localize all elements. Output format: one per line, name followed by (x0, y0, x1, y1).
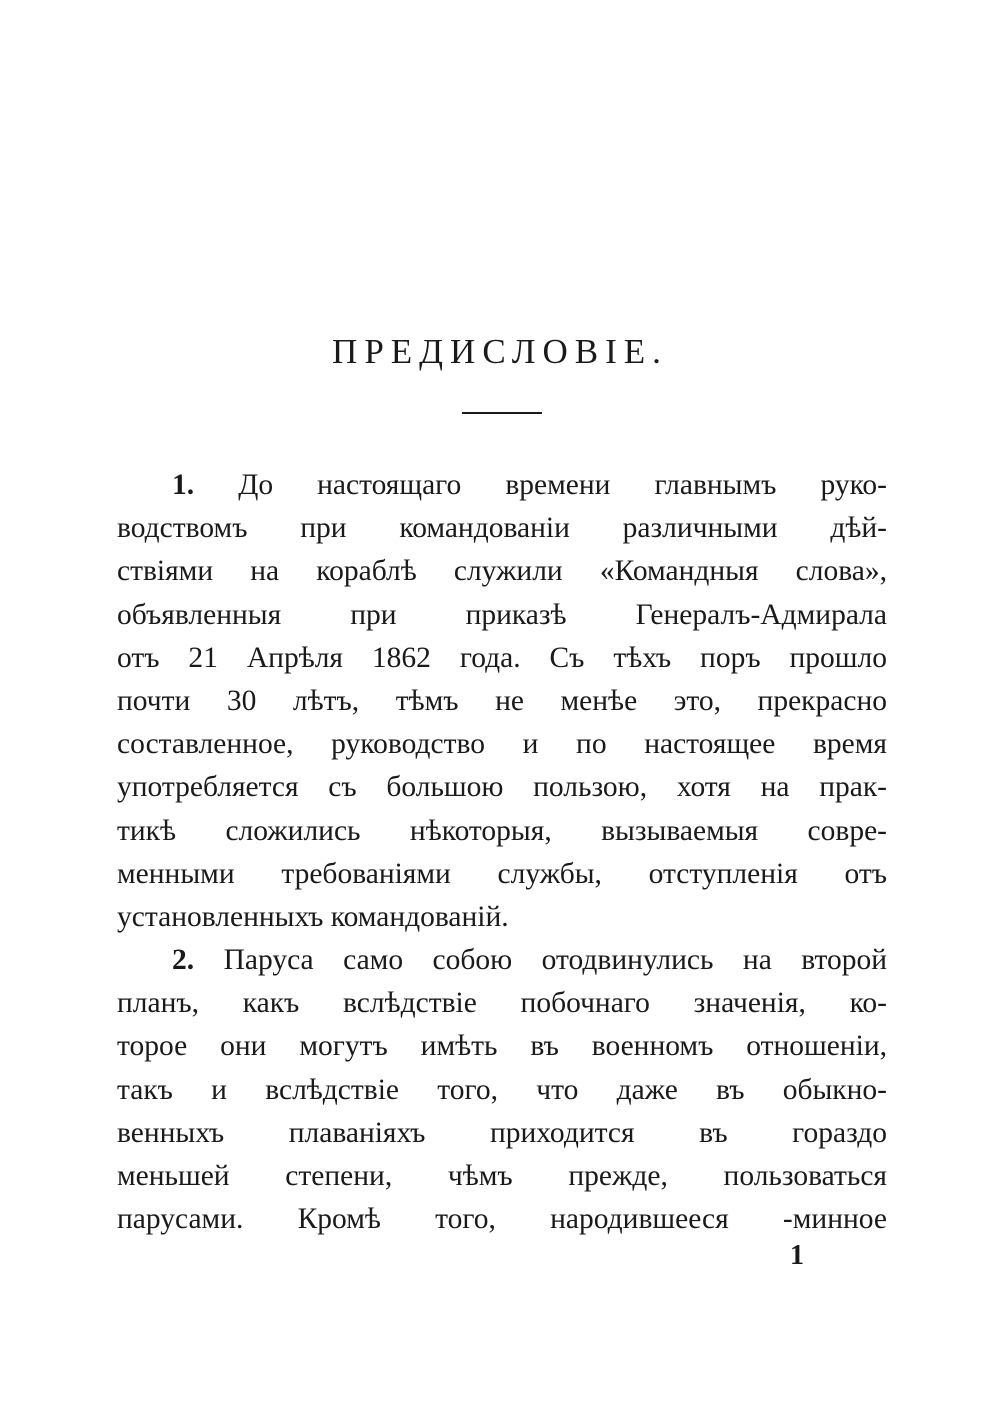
paragraph-line: меньшей степени, чѣмъ прежде, пользоваться (117, 1160, 887, 1192)
paragraph-line: парусами. Кромѣ того, народившееся -минное (117, 1203, 887, 1236)
paragraph-line: 2. Паруса само собою отодвинулись на второй (172, 944, 887, 977)
paragraph-line: составленное, руководство и по настоящее время (117, 728, 887, 761)
paragraph-line: менными требованіями службы, отступленія отъ (117, 857, 887, 890)
paragraph-line: планъ, какъ вслѣдствіе побочнаго значенія, ко- (117, 987, 887, 1020)
paragraph-line: почти 30 лѣтъ, тѣмъ не менѣе это, прекрасно (117, 684, 887, 717)
page-title: ПРЕДИСЛОВІЕ. (332, 332, 668, 371)
paragraph-line: тикѣ сложились нѣкоторыя, вызываемыя совре- (117, 814, 887, 847)
paragraph-line: объявленныя при приказѣ Генералъ-Адмирала (117, 598, 887, 631)
paragraph-line: торое они могутъ имѣть въ военномъ отношеніи, (117, 1030, 887, 1063)
paragraph-line: установленныхъ командованій. (117, 900, 509, 933)
paragraph-number: 1. (172, 469, 195, 501)
paragraph-line: ствіями на кораблѣ служили «Командныя слова», (117, 555, 887, 588)
page-number: 1 (790, 1240, 804, 1271)
paragraph-line: венныхъ плаваніяхъ приходится въ гораздо (117, 1116, 887, 1149)
paragraph-line: 1. До настоящаго времени главнымъ руко- (172, 469, 887, 501)
paragraph-number: 2. (172, 944, 195, 977)
paragraph-line: такъ и вслѣдствіе того, что даже въ обыкно- (117, 1073, 887, 1106)
paragraph-line: водствомъ при командованіи различными дѣй- (117, 512, 887, 545)
paragraph-line: употребляется съ большою пользою, хотя на прак- (117, 771, 887, 804)
body-text (117, 464, 887, 1241)
title-rule-divider (462, 412, 542, 414)
paragraph-line: отъ 21 Апрѣля 1862 года. Съ тѣхъ поръ прошло (117, 641, 887, 674)
